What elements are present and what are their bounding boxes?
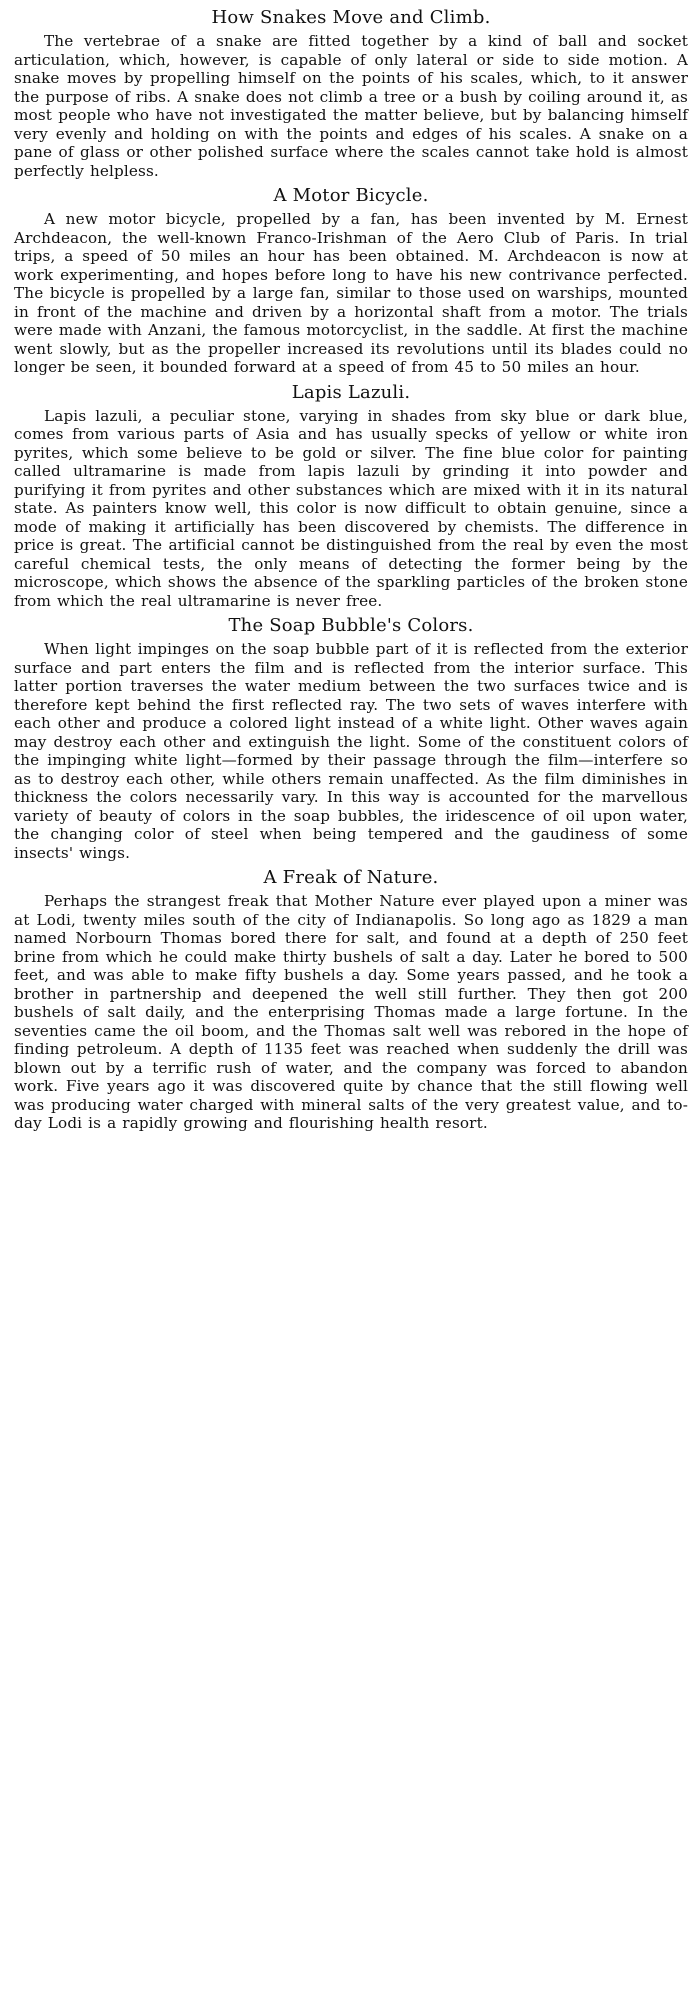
article-body: A new motor bicycle, propelled by a fan, has been invented by M. Ernest Archdeacon, the well-known Franco-Irishman of the Aero Club of Paris. In trial trips, a speed of 50 miles an hour has been obtained. M. Archdeacon is now at work experimenting, and hopes before long to have his new contrivance perfected. The bicycle is propelled by a large fan, similar to those used on warships, mounted in front of the machine and driven by a horizontal shaft from a motor. The trials were made with Anzani, the famous motorcyclist, in the saddle. At first the machine went slowly, but as the propeller increased its revolutions until its blades could no longer be seen, it bounded forward at a speed of from 45 to 50 miles an hour. xyxy=(14,210,688,376)
article-body: Lapis lazuli, a peculiar stone, varying in shades from sky blue or dark blue, comes from various parts of Asia and has usually specks of yellow or white iron pyrites, which some believe to be gold or silver. The fine blue color for painting called ultramarine is made from lapis lazuli by grinding it into powder and purifying it from pyrites and other substances which are mixed with it in its natural state. As painters know well, this color is now difficult to obtain genuine, since a mode of making it artificially has been discovered by chemists. The difference in price is great. The artificial cannot be distinguished from the real by even the most careful chemical tests, the only means of detecting the former being by the microscope, which shows the absence of the sparkling particles of the broken stone from which the real ultramarine is never free. xyxy=(14,406,688,610)
article-heading: A Motor Bicycle. xyxy=(273,185,429,206)
article-freak-of-nature xyxy=(14,866,688,1133)
article-body: When light impinges on the soap bubble part of it is reflected from the exterior surface and part enters the film and is reflected from the interior surface. This latter portion traverses the water medium between the two surfaces twice and is therefore kept behind the first reflected ray. The two sets of waves interfere with each other and produce a colored light instead of a white light. Other waves again may destroy each other and extinguish the light. Some of the constituent colors of the impinging white light—formed by their passage through the film—interfere so as to destroy each other, while others remain unaffected. As the film diminishes in thickness the colors necessarily vary. In this way is accounted for the marvellous variety of beauty of colors in the soap bubbles, the iridescence of oil upon water, the changing color of steel when being tempered and the gaudiness of some insects' wings. xyxy=(14,640,688,862)
article-heading: The Soap Bubble's Colors. xyxy=(228,615,474,636)
article-soap-bubble xyxy=(14,614,688,862)
article-motor-bicycle xyxy=(14,184,688,377)
article-heading: How Snakes Move and Climb. xyxy=(211,7,491,28)
article-heading: A Freak of Nature. xyxy=(263,867,439,888)
article-body: Perhaps the strangest freak that Mother Nature ever played upon a miner was at Lodi, twenty miles south of the city of Indianapolis. So long ago as 1829 a man named Norbourn Thomas bored there for salt, and found at a depth of 250 feet brine from which he could make thirty bushels of salt a day. Later he bored to 500 feet, and was able to make fifty bushels a day. Some years passed, and he took a brother in partnership and deepened the well still further. They then got 200 bushels of salt daily, and the enterprising Thomas made a large fortune. In the seventies came the oil boom, and the Thomas salt well was rebored in the hope of finding petroleum. A depth of 1135 feet was reached when suddenly the drill was blown out by a terrific rush of water, and the company was forced to abandon work. Five years ago it was discovered quite by chance that the still flowing well was producing water charged with mineral salts of the very greatest value, and to-day Lodi is a rapidly growing and flourishing health resort. xyxy=(14,892,688,1132)
article-snakes xyxy=(14,6,688,180)
article-heading: Lapis Lazuli. xyxy=(291,381,411,403)
article-lapis-lazuli xyxy=(14,381,688,611)
article-body: The vertebrae of a snake are fitted together by a kind of ball and socket articulation, which, however, is capable of only lateral or side to side motion. A snake moves by propelling himself on the points of his scales, which, to it answer the purpose of ribs. A snake does not climb a tree or a bush by coiling around it, as most people who have not investigated the matter believe, but by balancing himself very evenly and holding on with the points and edges of his scales. A snake on a pane of glass or other polished surface where the scales cannot take hold is almost perfectly helpless. xyxy=(14,32,688,180)
